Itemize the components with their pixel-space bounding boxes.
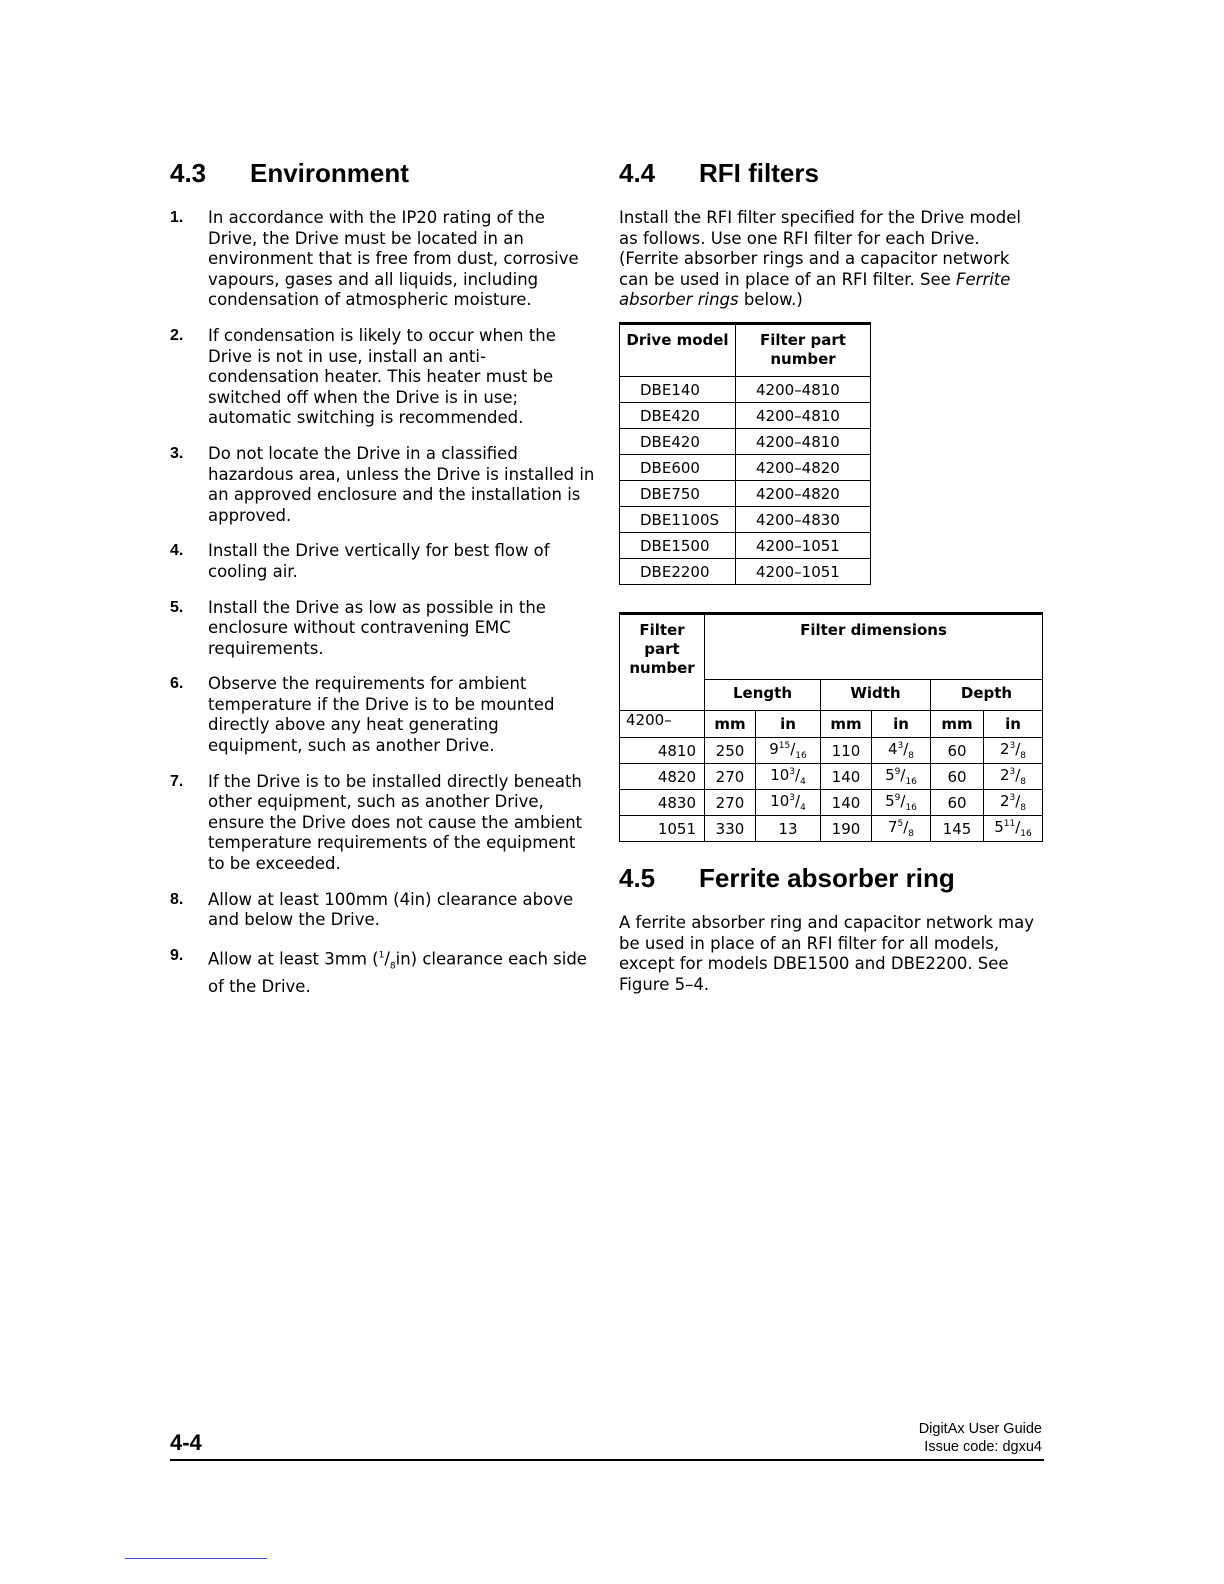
length-in-cell (756, 816, 821, 842)
table-row (620, 403, 871, 429)
item-text: Do not locate the Drive in a classified hazardous area, unless the Drive is installed in an approved enclosure and the installation is approved. (208, 443, 595, 525)
filter-part-cell: 4200–4810 (736, 403, 871, 429)
fraction-numerator: 11 (1003, 819, 1016, 829)
header-filter-part-number: Filter part number (620, 614, 705, 711)
section-number: 4.4 (619, 158, 656, 188)
whole: 7 (887, 818, 898, 836)
part-prefix: 4200– (620, 711, 705, 738)
fraction-numerator: 3 (897, 741, 904, 751)
length-mm-cell: 250 (705, 738, 756, 764)
width-in-cell (872, 738, 931, 764)
width-mm-cell: 190 (821, 816, 872, 842)
item-text-end: in) clearance each side of the Drive. (208, 949, 587, 997)
fraction: $^3/_4$ (789, 766, 806, 787)
section-number: 4.3 (170, 158, 207, 188)
part-cell: 4810 (620, 738, 705, 764)
section-title: Environment (250, 158, 409, 188)
drive-filter-table (619, 322, 871, 585)
whole: 9 (769, 740, 779, 758)
whole: 2 (999, 766, 1010, 784)
fraction: $^1/_8$ (378, 949, 396, 972)
fraction: $^{15}/_{16}$ (778, 740, 807, 761)
footer-guide-info (919, 1420, 1042, 1456)
filter-part-cell: 4200–4810 (736, 429, 871, 455)
whole: 2 (999, 740, 1010, 758)
fraction-numerator: 15 (778, 741, 791, 751)
fraction-denominator: 8 (1020, 777, 1027, 787)
drive-model-cell: DBE2200 (620, 559, 736, 585)
filter-part-cell: 4200–4810 (736, 377, 871, 403)
length-mm-cell: 270 (705, 764, 756, 790)
item-number: 6. (170, 675, 184, 693)
fraction-numerator: 9 (894, 793, 901, 803)
fraction-denominator: 16 (905, 803, 917, 813)
fraction-numerator: 3 (1009, 741, 1016, 751)
width-mm-cell: 140 (821, 790, 872, 816)
depth-mm-cell: 60 (931, 764, 984, 790)
drive-model-cell: DBE600 (620, 455, 736, 481)
fraction: $^9/_{16}$ (894, 792, 917, 813)
item-number: 5. (170, 598, 184, 616)
unit-in: in (872, 711, 931, 738)
table-row (620, 455, 871, 481)
header-width: Width (821, 680, 931, 711)
width-mm-cell: 140 (821, 764, 872, 790)
unit-mm: mm (821, 711, 872, 738)
fraction-numerator: 3 (1009, 793, 1016, 803)
section-number: 4.5 (619, 863, 656, 893)
page-number: 4-4 (170, 1430, 202, 1455)
fraction-numerator: 9 (894, 767, 901, 777)
fraction-numerator: 5 (897, 819, 904, 829)
fraction: $^3/_8$ (1009, 766, 1027, 787)
table-row (620, 481, 871, 507)
item-text: Install the Drive vertically for best flow of cooling air. (208, 541, 550, 581)
item-text: If the Drive is to be installed directly beneath other equipment, such as another Drive, ensure the Drive does not cause the ambient temperature requirements of the equipment to be exceeded. (208, 771, 583, 874)
fraction-denominator: 8 (389, 961, 396, 972)
drive-model-cell: DBE420 (620, 403, 736, 429)
fraction-denominator: 16 (1020, 829, 1032, 839)
width-in-cell (872, 816, 931, 842)
drive-model-cell: DBE140 (620, 377, 736, 403)
width-mm-cell: 110 (821, 738, 872, 764)
fraction: $^3/_8$ (897, 740, 915, 761)
section-title: Ferrite absorber ring (699, 863, 955, 893)
part-cell: 4820 (620, 764, 705, 790)
item-text: If condensation is likely to occur when the Drive is not in use, install an anti-condensation heater. This heater must be switched off when the Drive is in use; automatic switching is recommended. (208, 325, 556, 428)
item-number: 2. (170, 326, 184, 344)
header-filter-dimensions: Filter dimensions (705, 614, 1043, 680)
table-row (620, 377, 871, 403)
table-row (620, 764, 1043, 790)
drive-model-cell: DBE750 (620, 481, 736, 507)
length-mm-cell: 330 (705, 816, 756, 842)
whole: 2 (999, 792, 1010, 810)
item-number: 9. (170, 946, 184, 964)
item-number: 4. (170, 542, 184, 560)
item-text: Install the Drive as low as possible in the enclosure without contravening EMC requirements. (208, 597, 546, 658)
list-item (170, 674, 595, 756)
rfi-intro-end: below.) (738, 290, 803, 310)
filter-part-cell: 4200–1051 (736, 533, 871, 559)
fraction: $^{11}/_{16}$ (1003, 818, 1032, 839)
whole: 5 (885, 792, 895, 810)
bottom-link-line (125, 1558, 267, 1559)
list-item (170, 890, 595, 931)
fraction: $^9/_{16}$ (894, 766, 917, 787)
filter-part-cell: 4200–4830 (736, 507, 871, 533)
table-row (620, 559, 871, 585)
list-item (170, 208, 595, 311)
filter-dimensions-table (619, 612, 1043, 842)
drive-model-cell: DBE1500 (620, 533, 736, 559)
fraction-numerator: 1 (378, 950, 385, 961)
length-in-cell (756, 764, 821, 790)
fraction-numerator: 3 (789, 793, 796, 803)
fraction-denominator: 8 (1020, 751, 1027, 761)
unit-in: in (984, 711, 1043, 738)
depth-mm-cell: 60 (931, 738, 984, 764)
table-unit-row (620, 711, 1043, 738)
list-item (170, 946, 595, 998)
guide-title: DigitAx User Guide (918, 1421, 1042, 1437)
issue-code: Issue code: dgxu4 (924, 1439, 1042, 1455)
rfi-intro-text: Install the RFI filter specified for the Drive model as follows. Use one RFI filter for each Drive. (Ferrite absorber rings and a capacitor network can be used in place of an RFI filter. See (619, 208, 1021, 289)
length-in-cell (756, 738, 821, 764)
item-number: 7. (170, 772, 184, 790)
filter-part-cell: 4200–4820 (736, 481, 871, 507)
item-text: Allow at least 3mm ( (208, 949, 379, 969)
table-row (620, 429, 871, 455)
whole: 5 (885, 766, 895, 784)
fraction-numerator: 3 (789, 767, 796, 777)
fraction: $^3/_8$ (1009, 740, 1027, 761)
fraction: $^3/_4$ (789, 792, 806, 813)
fraction: $^3/_8$ (1009, 792, 1027, 813)
table-row (620, 738, 1043, 764)
section-heading-rfi-filters (619, 158, 819, 188)
item-text: Allow at least 100mm (4in) clearance above and below the Drive. (208, 889, 574, 930)
depth-in-cell (984, 738, 1043, 764)
fraction: $^5/_8$ (897, 818, 915, 839)
table-row (620, 816, 1043, 842)
item-number: 3. (170, 444, 184, 462)
filter-part-cell: 4200–1051 (736, 559, 871, 585)
list-item (170, 444, 595, 526)
length-mm-cell: 270 (705, 790, 756, 816)
item-number: 1. (170, 209, 184, 226)
item-text: Observe the requirements for ambient temperature if the Drive is to be mounted directly above any heat generating equipment, such as another Drive. (208, 674, 555, 756)
list-item (170, 326, 595, 429)
depth-mm-cell: 60 (931, 790, 984, 816)
table-row (620, 507, 871, 533)
table-header-row (620, 614, 1043, 680)
depth-in-cell (984, 790, 1043, 816)
fraction-denominator: 16 (905, 777, 917, 787)
whole: 4 (887, 740, 898, 758)
width-in-cell (872, 764, 931, 790)
fraction-denominator: 16 (795, 751, 807, 761)
section-heading-ferrite (619, 863, 955, 893)
drive-model-cell: DBE420 (620, 429, 736, 455)
whole: 10 (770, 766, 790, 784)
list-item (170, 772, 595, 875)
header-drive-model: Drive model (620, 324, 736, 377)
ferrite-reference: Ferrite absorber rings (619, 269, 1011, 310)
ferrite-paragraph: A ferrite absorber ring and capacitor network may be used in place of an RFI filter for all models, except for models DBE1500 and DBE2200. See Figure 5–4. (619, 913, 1034, 994)
header-filter-part-number: Filter part number (736, 324, 871, 377)
item-number: 8. (170, 890, 184, 908)
depth-in-cell (984, 816, 1043, 842)
length-in-cell (756, 790, 821, 816)
footer-rule (170, 1459, 1044, 1461)
whole: 13 (778, 819, 798, 838)
rfi-intro (619, 208, 1044, 311)
depth-in-cell (984, 764, 1043, 790)
fraction-denominator: 4 (800, 777, 806, 787)
fraction-denominator: 4 (800, 803, 806, 813)
fraction-denominator: 8 (908, 829, 915, 839)
drive-model-cell: DBE1100S (620, 507, 736, 533)
table-row (620, 790, 1043, 816)
whole: 10 (770, 792, 790, 810)
fraction-denominator: 8 (908, 751, 915, 761)
list-item (170, 541, 595, 582)
header-length: Length (705, 680, 821, 711)
width-in-cell (872, 790, 931, 816)
fraction-numerator: 3 (1009, 767, 1016, 777)
part-cell: 4830 (620, 790, 705, 816)
depth-mm-cell: 145 (931, 816, 984, 842)
fraction-denominator: 8 (1020, 803, 1027, 813)
unit-mm: mm (931, 711, 984, 738)
item-text: In accordance with the IP20 rating of the Drive, the Drive must be located in an environment that is free from dust, corrosive vapours, gases and all liquids, including condensation of atmospheric moisture. (208, 208, 579, 310)
section-title: RFI filters (699, 158, 819, 188)
table-row (620, 533, 871, 559)
environment-list (170, 208, 595, 1013)
filter-part-cell: 4200–4820 (736, 455, 871, 481)
list-item (170, 598, 595, 660)
header-depth: Depth (931, 680, 1043, 711)
section-heading-environment (170, 158, 409, 188)
part-cell: 1051 (620, 816, 705, 842)
table-header-row (620, 324, 871, 377)
whole: 5 (994, 818, 1004, 836)
unit-in: in (756, 711, 821, 738)
unit-mm: mm (705, 711, 756, 738)
